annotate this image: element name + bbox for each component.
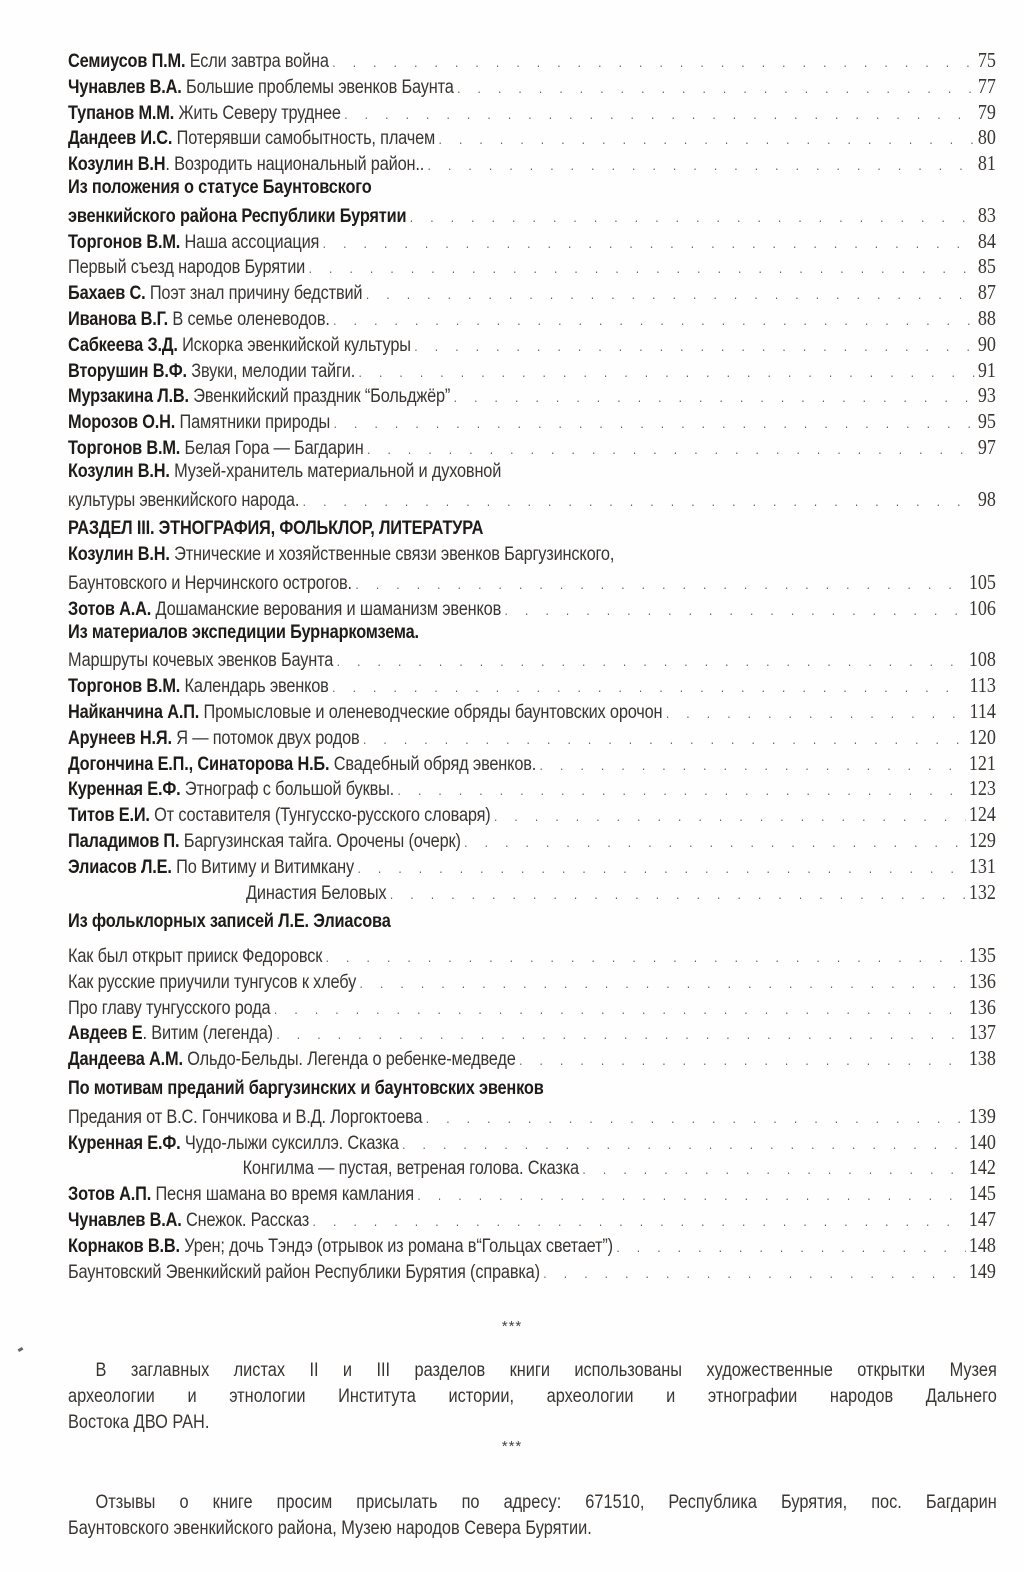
entry-title: Эвенкийский праздник “Больджёр” bbox=[193, 386, 451, 408]
toc-entry bbox=[68, 854, 996, 880]
entry-page: 97 bbox=[977, 434, 996, 459]
entry-page: 91 bbox=[977, 357, 996, 382]
toc-entry bbox=[68, 74, 996, 100]
feedback-address bbox=[68, 1490, 997, 1542]
toc-entry bbox=[68, 969, 996, 995]
leader-dots bbox=[397, 782, 965, 798]
entry-title: Ольдо-Бельды. Легенда о ребенке-медведе bbox=[187, 1049, 516, 1071]
illustrations-note bbox=[68, 1358, 997, 1436]
entry-author: Торгонов В.М. bbox=[68, 437, 181, 459]
leader-dots bbox=[332, 54, 974, 70]
toc-entry bbox=[68, 487, 996, 513]
entry-title: Баргузинская тайга. Орочены (очерк) bbox=[183, 830, 461, 852]
entry-page: 137 bbox=[968, 1020, 996, 1045]
toc-entry bbox=[68, 544, 996, 570]
entry-page: 140 bbox=[968, 1129, 996, 1154]
entry-page: 149 bbox=[968, 1258, 996, 1283]
heading-text: Из материалов экспедиции Бурнаркомзема. bbox=[68, 621, 419, 643]
entry-title: Наша ассоциация bbox=[184, 231, 320, 253]
toc-entry bbox=[68, 880, 996, 906]
toc-entry bbox=[68, 1020, 996, 1046]
entry-page: 80 bbox=[977, 125, 996, 150]
leader-dots bbox=[414, 338, 974, 354]
leader-dots bbox=[360, 975, 966, 991]
toc-entry bbox=[68, 751, 996, 777]
leader-dots bbox=[390, 886, 966, 902]
toc-entry bbox=[68, 151, 996, 177]
entry-title: Маршруты кочевых эвенков Баунта bbox=[68, 650, 334, 672]
entry-author: Торгонов В.М. bbox=[68, 231, 181, 253]
entry-title: Промысловые и оленеводческие обряды баунтовских орочон bbox=[203, 701, 663, 723]
entry-title: В семье оленеводов. bbox=[172, 308, 330, 330]
toc-entry bbox=[68, 435, 996, 461]
leader-dots bbox=[417, 1187, 965, 1203]
leader-dots bbox=[540, 757, 966, 773]
entry-title: Если завтра война bbox=[189, 51, 329, 72]
address-line: Отзывы о книге просим присылать по адресу: 671510, Республика Бурятия, пос. Багдарин bbox=[95, 1492, 997, 1513]
entry-author: Догончина Е.П., Синаторова Н.Б. bbox=[68, 753, 330, 775]
entry-page: 139 bbox=[968, 1103, 996, 1128]
leader-dots bbox=[344, 106, 974, 122]
leader-dots bbox=[276, 1026, 965, 1042]
entry-page: 124 bbox=[968, 802, 996, 827]
entry-page: 84 bbox=[977, 228, 996, 253]
toc-entry bbox=[68, 358, 996, 384]
section-heading bbox=[68, 518, 996, 544]
leader-dots bbox=[426, 1110, 966, 1126]
entry-author: Бахаев С. bbox=[68, 283, 146, 305]
leader-dots bbox=[363, 731, 965, 747]
entry-title: Баунтовского и Нерчинского острогов. bbox=[68, 572, 352, 594]
entry-title: Как был открыт прииск Федоровск bbox=[68, 946, 323, 968]
entry-page: 98 bbox=[977, 486, 996, 511]
entry-page: 147 bbox=[968, 1207, 996, 1232]
toc-entry bbox=[68, 725, 996, 751]
entry-page: 148 bbox=[968, 1232, 996, 1257]
entry-author: Козулин В.Н bbox=[68, 154, 166, 176]
toc-entry bbox=[68, 100, 996, 126]
entry-title: Снежок. Рассказ bbox=[186, 1210, 310, 1232]
toc-entry bbox=[68, 254, 996, 280]
entry-author: Сабкеева З.Д. bbox=[68, 334, 178, 356]
leader-dots bbox=[457, 80, 974, 96]
entry-title: . Витим (легенда) bbox=[142, 1023, 273, 1045]
leader-dots bbox=[332, 679, 966, 695]
toc-entry bbox=[68, 332, 996, 358]
toc-entry bbox=[68, 828, 996, 854]
entry-title: Искорка эвенкийской культуры bbox=[182, 334, 411, 356]
entry-author: Элиасов Л.Е. bbox=[68, 856, 172, 878]
note-line: Востока ДВО РАН. bbox=[68, 1412, 210, 1433]
entry-page: 138 bbox=[968, 1046, 996, 1071]
entry-author: Дандеев И.С. bbox=[68, 128, 173, 150]
toc-entry bbox=[68, 1130, 996, 1156]
table-of-contents bbox=[68, 48, 996, 1284]
entry-author: Найканчина А.П. bbox=[68, 701, 200, 723]
entry-title: культуры эвенкийского народа. bbox=[68, 489, 300, 511]
entry-page: 87 bbox=[977, 280, 996, 305]
toc-entry bbox=[68, 1259, 996, 1285]
entry-author: Чунавлев В.А. bbox=[68, 76, 182, 98]
entry-page: 136 bbox=[968, 968, 996, 993]
entry-author: Семиусов П.М. bbox=[68, 51, 186, 72]
entry-title: Календарь эвенков bbox=[184, 676, 329, 698]
entry-page: 135 bbox=[968, 943, 996, 968]
entry-page: 83 bbox=[977, 202, 996, 227]
entry-author: Куренная Е.Ф. bbox=[68, 779, 181, 801]
entry-title: От составителя (Тунгусско-русского словаря) bbox=[154, 805, 491, 827]
leader-dots bbox=[494, 808, 965, 824]
entry-title: Про главу тунгусского рода bbox=[68, 997, 271, 1019]
address-line: Баунтовского эвенкийского района, Музею народов Севера Бурятии. bbox=[68, 1518, 592, 1539]
toc-entry bbox=[68, 1155, 996, 1181]
leader-dots bbox=[666, 705, 966, 721]
toc-entry bbox=[68, 125, 996, 151]
leader-dots bbox=[337, 653, 966, 669]
toc-entry bbox=[68, 383, 996, 409]
entry-page: 75 bbox=[977, 48, 996, 72]
leader-dots bbox=[303, 493, 975, 509]
heading-text: эвенкийского района Республики Бурятии bbox=[68, 205, 407, 227]
entry-title: . Возродить национальный район.. bbox=[165, 154, 425, 176]
entry-title: Звуки, мелодии тайги. bbox=[191, 360, 356, 382]
entry-page: 106 bbox=[968, 595, 996, 620]
leader-dots bbox=[410, 209, 975, 225]
entry-title: Этнические и хозяйственные связи эвенков Баргузинского, bbox=[174, 544, 615, 566]
leader-dots bbox=[313, 1213, 966, 1229]
entry-author: Вторушин В.Ф. bbox=[68, 360, 187, 382]
leader-dots bbox=[464, 834, 965, 850]
entry-author: Чунавлев В.А. bbox=[68, 1210, 182, 1232]
toc-entry bbox=[68, 1104, 996, 1130]
leader-dots bbox=[333, 312, 974, 328]
heading-text: По мотивам преданий баргузинских и баунтовских эвенков bbox=[68, 1078, 544, 1100]
entry-author: Морозов О.Н. bbox=[68, 412, 176, 434]
toc-entry bbox=[68, 1046, 996, 1072]
scan-speck bbox=[18, 1347, 24, 1352]
separator-stars: *** bbox=[501, 1438, 523, 1455]
entry-title: Этнограф с большой буквы. bbox=[184, 779, 395, 801]
leader-dots bbox=[326, 949, 966, 965]
entry-page: 79 bbox=[977, 99, 996, 124]
entry-author: Зотов А.П. bbox=[68, 1184, 152, 1206]
entry-page: 136 bbox=[968, 994, 996, 1019]
entry-page: 131 bbox=[968, 853, 996, 878]
entry-author: Козулин В.Н. bbox=[68, 460, 170, 482]
toc-entry bbox=[68, 461, 996, 487]
toc-entry bbox=[68, 943, 996, 969]
leader-dots bbox=[274, 1001, 965, 1017]
entry-author: Дандеева А.М. bbox=[68, 1049, 183, 1071]
separator-stars: *** bbox=[501, 1318, 523, 1335]
toc-entry bbox=[68, 229, 996, 255]
heading-text: Из положения о статусе Баунтовского bbox=[68, 176, 372, 198]
entry-page: 93 bbox=[977, 383, 996, 408]
entry-author: Тупанов М.М. bbox=[68, 102, 175, 124]
entry-page: 85 bbox=[977, 254, 996, 279]
entry-title: Свадебный обряд эвенков. bbox=[333, 753, 537, 775]
entry-title: Урен; дочь Тэндэ (отрывок из романа в“Гольцах светает”) bbox=[184, 1235, 613, 1257]
leader-dots bbox=[454, 389, 975, 405]
toc-entry bbox=[68, 48, 996, 74]
entry-author: Авдеев Е bbox=[68, 1023, 143, 1045]
entry-title: Большие проблемы эвенков Баунта bbox=[186, 76, 454, 98]
leader-dots bbox=[309, 260, 975, 276]
entry-author: Козулин В.Н. bbox=[68, 544, 170, 566]
entry-title: Песня шамана во время камлания bbox=[155, 1184, 414, 1206]
leader-dots bbox=[402, 1136, 965, 1152]
toc-entry bbox=[68, 776, 996, 802]
toc-entry bbox=[68, 699, 996, 725]
entry-title: Первый съезд народов Бурятии bbox=[68, 257, 306, 279]
toc-entry bbox=[68, 1181, 996, 1207]
toc-entry bbox=[68, 570, 996, 596]
entry-page: 120 bbox=[968, 724, 996, 749]
entry-title: Музей-хранитель материальной и духовной bbox=[174, 460, 502, 482]
entry-page: 123 bbox=[968, 776, 996, 801]
entry-title: Как русские приучили тунгусов к хлебу bbox=[68, 971, 357, 993]
toc-heading bbox=[68, 177, 996, 203]
entry-page: 88 bbox=[977, 305, 996, 330]
leader-dots bbox=[323, 235, 975, 251]
entry-title: Жить Северу труднее bbox=[178, 102, 341, 124]
entry-page: 90 bbox=[977, 331, 996, 356]
entry-page: 95 bbox=[977, 409, 996, 434]
entry-author: Иванова В.Г. bbox=[68, 308, 169, 330]
entry-page: 105 bbox=[968, 569, 996, 594]
leader-dots bbox=[505, 602, 966, 618]
entry-page: 129 bbox=[968, 827, 996, 852]
entry-author: Мурзакина Л.В. bbox=[68, 386, 189, 408]
leader-dots bbox=[582, 1161, 965, 1177]
toc-entry bbox=[68, 1233, 996, 1259]
entry-title: Конгилма — пустая, ветреная голова. Сказка bbox=[242, 1158, 579, 1180]
leader-dots bbox=[355, 576, 965, 592]
toc-heading bbox=[68, 622, 996, 648]
toc-entry bbox=[68, 673, 996, 699]
entry-author: Куренная Е.Ф. bbox=[68, 1132, 181, 1154]
toc-heading bbox=[68, 1078, 996, 1104]
section-title: РАЗДЕЛ III. ЭТНОГРАФИЯ, ФОЛЬКЛОР, ЛИТЕРАТУРА bbox=[68, 518, 484, 540]
toc-entry bbox=[68, 995, 996, 1021]
toc-entry bbox=[68, 1207, 996, 1233]
entry-author: Корнаков В.В. bbox=[68, 1235, 180, 1257]
entry-title: Белая Гора — Багдарин bbox=[184, 437, 364, 459]
entry-page: 132 bbox=[968, 879, 996, 904]
leader-dots bbox=[359, 364, 975, 380]
toc-entry bbox=[68, 596, 996, 622]
entry-page: 121 bbox=[968, 750, 996, 775]
entry-title: Потерявши самобытность, плачем bbox=[176, 128, 436, 150]
leader-dots bbox=[543, 1265, 965, 1281]
leader-dots bbox=[334, 415, 975, 431]
entry-page: 113 bbox=[969, 673, 996, 698]
entry-title: Поэт знал причину бедствий bbox=[149, 283, 363, 305]
leader-dots bbox=[616, 1239, 965, 1255]
entry-title: По Витиму и Витимкану bbox=[176, 856, 355, 878]
entry-title: Баунтовский Эвенкийский район Республики Бурятия (справка) bbox=[68, 1261, 540, 1283]
leader-dots bbox=[519, 1052, 965, 1068]
note-line: В заглавных листах II и III разделов книги использованы художественные открытки Музея bbox=[95, 1360, 997, 1381]
entry-author: Титов Е.И. bbox=[68, 805, 150, 827]
leader-dots bbox=[357, 860, 965, 876]
toc-entry bbox=[68, 802, 996, 828]
entry-author: Зотов А.А. bbox=[68, 598, 152, 620]
toc-heading bbox=[68, 203, 996, 229]
entry-title: Чудо-лыжи суксиллэ. Сказка bbox=[184, 1132, 399, 1154]
toc-entry bbox=[68, 306, 996, 332]
entry-page: 81 bbox=[977, 151, 996, 176]
entry-author: Арунеев Н.Я. bbox=[68, 727, 172, 749]
toc-entry bbox=[68, 280, 996, 306]
toc-heading bbox=[68, 911, 996, 937]
leader-dots bbox=[366, 286, 975, 302]
entry-title: Я — потомок двух родов bbox=[176, 727, 360, 749]
entry-title: Предания от В.С. Гончикова и В.Д. Лоргоктоева bbox=[68, 1106, 423, 1128]
toc-entry bbox=[68, 409, 996, 435]
toc-entry bbox=[68, 647, 996, 673]
entry-title: Дошаманские верования и шаманизм эвенков bbox=[155, 598, 502, 620]
entry-title: Династия Беловых bbox=[246, 882, 387, 904]
entry-page: 77 bbox=[977, 73, 996, 98]
entry-page: 145 bbox=[968, 1181, 996, 1206]
entry-author: Торгонов В.М. bbox=[68, 676, 181, 698]
entry-author: Паладимов П. bbox=[68, 830, 180, 852]
leader-dots bbox=[439, 131, 975, 147]
leader-dots bbox=[428, 157, 975, 173]
entry-page: 108 bbox=[968, 647, 996, 672]
entry-page: 114 bbox=[969, 698, 996, 723]
note-line: археологии и этнологии Института истории, археологии и этнографии народов Дальнего bbox=[68, 1386, 997, 1407]
leader-dots bbox=[367, 441, 974, 457]
entry-page: 142 bbox=[968, 1155, 996, 1180]
entry-title: Памятники природы bbox=[179, 412, 331, 434]
heading-text: Из фольклорных записей Л.Е. Элиасова bbox=[68, 911, 391, 933]
